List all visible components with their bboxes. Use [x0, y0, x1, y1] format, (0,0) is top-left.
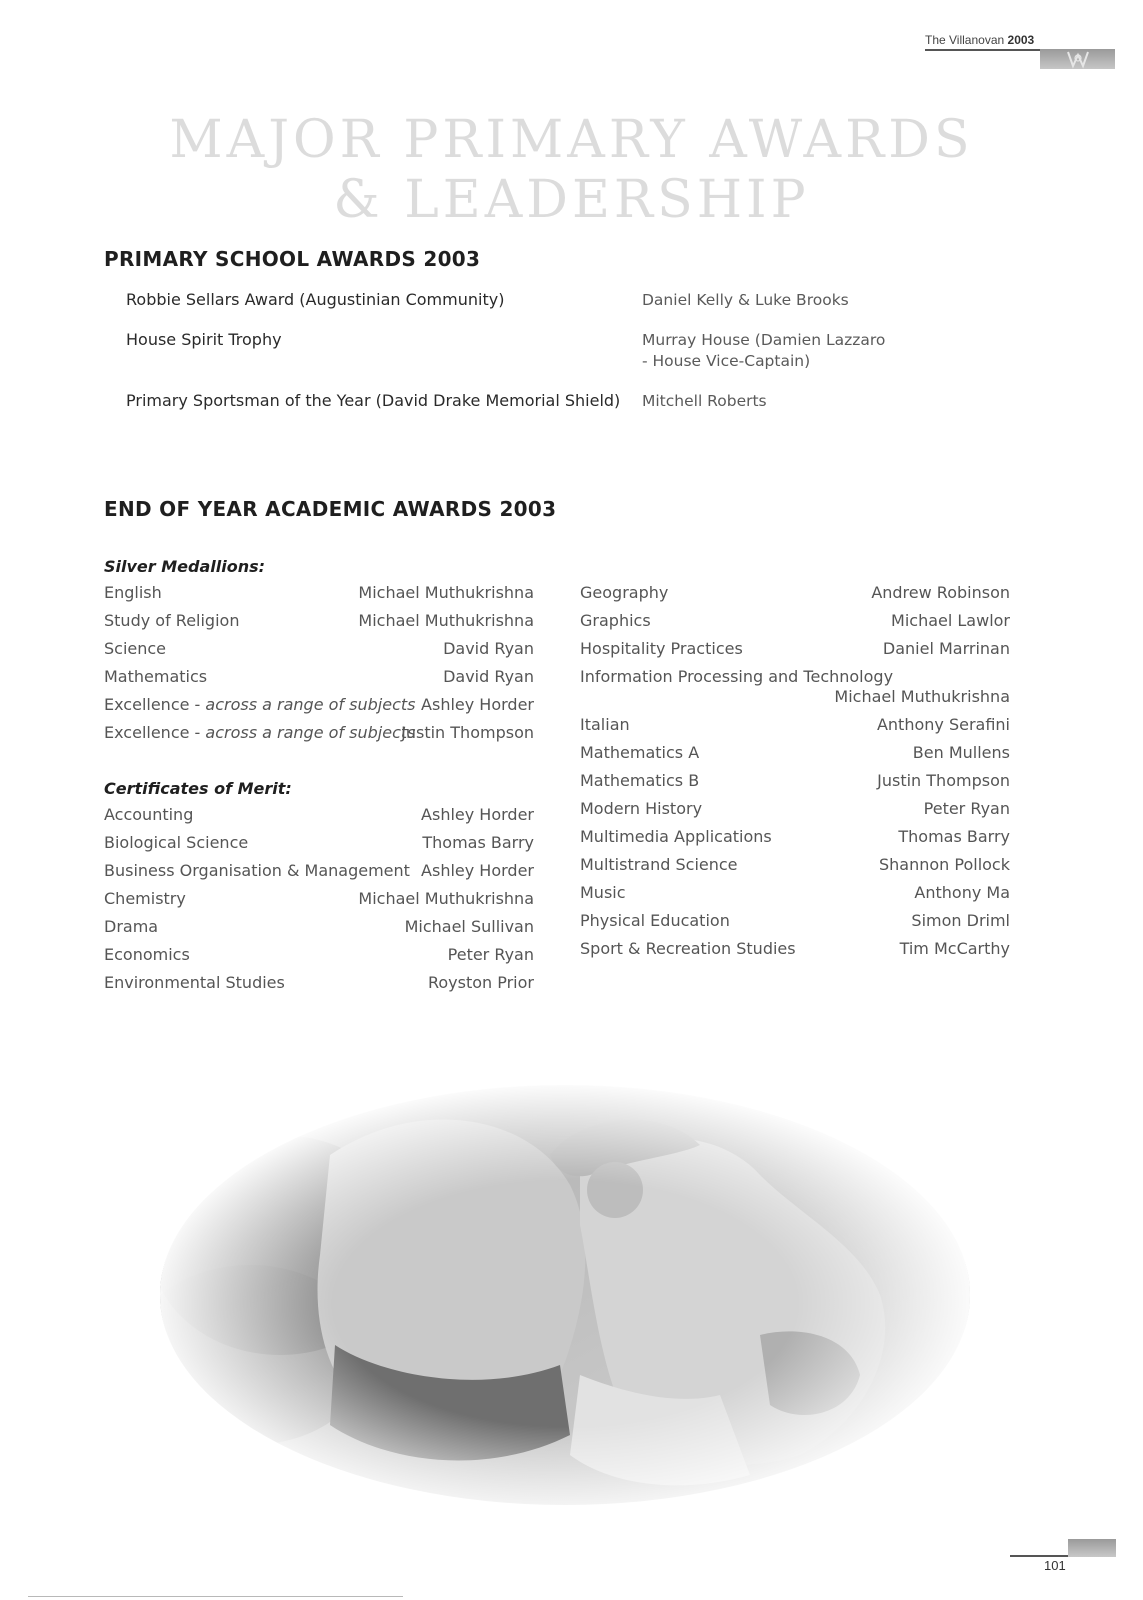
subject: English — [104, 583, 162, 602]
list-item — [580, 611, 1010, 639]
recipient: David Ryan — [443, 639, 534, 658]
subject: Multistrand Science — [580, 855, 738, 874]
award-name: Primary Sportsman of the Year (David Drake Memorial Shield) — [126, 391, 621, 410]
running-header — [925, 33, 1034, 47]
recipient: Simon Driml — [911, 911, 1010, 930]
recipient: Daniel Marrinan — [882, 639, 1010, 658]
subject: Italian — [580, 715, 630, 734]
list-item — [580, 667, 1010, 715]
publication-name: The Villanovan — [925, 33, 1005, 47]
recipient: Andrew Robinson — [871, 583, 1010, 602]
award-name: House Spirit Trophy — [126, 330, 282, 349]
subject: Mathematics B — [580, 771, 700, 790]
recipient: Anthony Serafini — [876, 715, 1010, 734]
publication-year: 2003 — [1007, 33, 1035, 47]
recipient: Royston Prior — [427, 973, 534, 992]
page-title — [0, 110, 1143, 230]
award-winner: Mitchell Roberts — [642, 392, 767, 410]
recipient: Anthony Ma — [914, 883, 1010, 902]
list-item — [104, 723, 534, 751]
school-logo-icon — [1040, 49, 1115, 69]
recipient: Ashley Horder — [421, 861, 534, 880]
recipient: David Ryan — [443, 667, 534, 686]
list-item — [580, 939, 1010, 967]
award-name: Robbie Sellars Award (Augustinian Community) — [126, 290, 505, 309]
award-winner: Daniel Kelly & Luke Brooks — [642, 291, 849, 309]
subject: Modern History — [580, 799, 703, 818]
students-photo — [160, 1075, 970, 1505]
list-item — [104, 833, 534, 861]
recipient: Shannon Pollock — [878, 855, 1010, 874]
list-item — [104, 973, 534, 1001]
recipient: Michael Muthukrishna — [358, 889, 534, 908]
recipient: Michael Muthukrishna — [358, 583, 534, 602]
subject: Excellence - across a range of subjects — [104, 695, 416, 714]
subject: Multimedia Applications — [580, 827, 772, 846]
list-item — [580, 855, 1010, 883]
subject: Accounting — [104, 805, 194, 824]
silver-medallions-heading: Silver Medallions: — [104, 557, 266, 576]
list-item — [104, 945, 534, 973]
recipient: Ashley Horder — [421, 805, 534, 824]
academic-awards-heading: END OF YEAR ACADEMIC AWARDS 2003 — [104, 497, 557, 521]
subject: Information Processing and Technology — [580, 667, 894, 686]
page-title-line2: & LEADERSHIP — [333, 170, 810, 230]
subject: Physical Education — [580, 911, 730, 930]
subject: Music — [580, 883, 626, 902]
subject: Environmental Studies — [104, 973, 285, 992]
recipient: Peter Ryan — [447, 945, 534, 964]
subject: Graphics — [580, 611, 651, 630]
list-item — [104, 611, 534, 639]
list-item — [104, 889, 534, 917]
certificates-of-merit-heading: Certificates of Merit: — [104, 779, 292, 798]
list-item — [104, 695, 534, 723]
list-item — [580, 771, 1010, 799]
list-item — [104, 667, 534, 695]
subject-qualifier: across a range of subjects — [205, 695, 416, 714]
list-item — [104, 805, 534, 833]
recipient: Thomas Barry — [422, 833, 534, 852]
subject: Economics — [104, 945, 190, 964]
list-item — [580, 827, 1010, 855]
subject: Mathematics A — [580, 743, 700, 762]
list-item — [580, 743, 1010, 771]
list-item — [580, 883, 1010, 911]
page-title-line1: MAJOR PRIMARY AWARDS — [169, 110, 974, 170]
recipient: Ben Mullens — [912, 743, 1010, 762]
recipient: Michael Lawlor — [891, 611, 1010, 630]
school-logo-icon — [1068, 1539, 1116, 1557]
list-item — [580, 639, 1010, 667]
list-item — [580, 911, 1010, 939]
footer-rule — [1010, 1555, 1068, 1557]
subject-qualifier: across a range of subjects — [205, 723, 416, 742]
subject: Geography — [580, 583, 669, 602]
subject: Sport & Recreation Studies — [580, 939, 796, 958]
subject: Business Organisation & Management — [104, 861, 410, 880]
recipient: Ashley Horder — [421, 695, 534, 714]
subject: Science — [104, 639, 167, 658]
list-item — [580, 715, 1010, 743]
list-item — [104, 639, 534, 667]
subject: Excellence - across a range of subjects — [104, 723, 416, 742]
list-item — [104, 917, 534, 945]
list-item — [104, 861, 534, 889]
recipient: Thomas Barry — [898, 827, 1010, 846]
recipient: Justin Thompson — [877, 771, 1010, 790]
subject: Hospitality Practices — [580, 639, 743, 658]
award-winner: Murray House (Damien Lazzaro - House Vice-Captain) — [642, 331, 886, 370]
subject: Biological Science — [104, 833, 249, 852]
recipient: Peter Ryan — [923, 799, 1010, 818]
subject: Mathematics — [104, 667, 208, 686]
subject: Drama — [104, 917, 159, 936]
recipient: Tim McCarthy — [899, 939, 1010, 958]
list-item — [104, 583, 534, 611]
bottom-rule — [28, 1596, 403, 1597]
header-rule — [925, 49, 1040, 51]
list-item — [580, 583, 1010, 611]
subject: Chemistry — [104, 889, 186, 908]
recipient: Michael Sullivan — [404, 917, 534, 936]
recipient: Michael Muthukrishna — [358, 611, 534, 630]
primary-awards-heading: PRIMARY SCHOOL AWARDS 2003 — [104, 247, 481, 271]
recipient: Justin Thompson — [401, 723, 534, 742]
subject: Study of Religion — [104, 611, 240, 630]
page-number: 101 — [1044, 1558, 1066, 1573]
recipient: Michael Muthukrishna — [834, 687, 1010, 706]
list-item — [580, 799, 1010, 827]
